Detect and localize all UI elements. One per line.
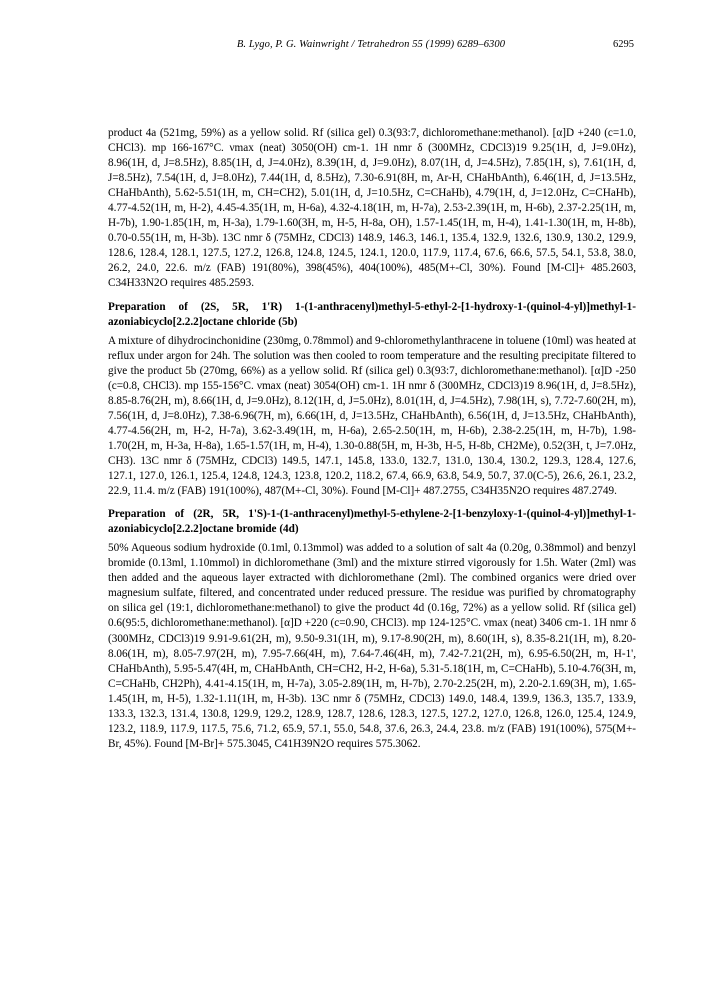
section-heading-5b: Preparation of (2S, 5R, 1'R) 1-(1-anthracenyl)methyl-5-ethyl-2-[1-hydroxy-1-(quinol-4-yl)]methyl-1-azoniabicyclo[2.2.2]octane chloride (5b) [108, 300, 636, 328]
paragraph-procedure-4d: 50% Aqueous sodium hydroxide (0.1ml, 0.13mmol) was added to a solution of salt 4a (0.20g, 0.38mmol) and benzyl bromide (0.13ml, 1.10mmol) in dichloromethane (3ml) and the mixture stirred vigorously for 1.5h. Water (2ml) was then added and the aqueous layer extracted with dichloromethane (2ml). The combined organics were dried over magnesium sulfate, filtered, and concentrated under reduced pressure. The residue was purified by chromatography on silica gel (19:1, dichloromethane:methanol) to give the product 4d (0.16g, 72%) as a yellow solid. Rf (silica gel) 0.6(95:5, dichloromethane:methanol). [α]D +220 (c=0.90, CHCl3). mp 124-125°C. νmax (neat) 3406 cm-1. 1H nmr δ (300MHz, CDCl3)19 9.91-9.61(2H, m), 9.50-9.31(1H, m), 9.17-8.90(2H, m), 8.60(1H, s), 8.35-8.21(1H, m), 8.20-8.06(1H, m), 8.05-7.97(2H, m), 7.95-7.66(4H, m), 7.64-7.46(4H, m), 7.42-7.21(2H, m), 6.95-6.50(2H, m, H-1', CHaHbAnth), 5.95-5.47(4H, m, CHaHbAnth, CH=CH2, H-2, H-6a), 5.31-5.18(1H, m, C=CHaHb), 5.10-4.76(3H, m, C=CHaHb, CH2Ph), 4.41-4.15(1H, m, H-7a), 3.05-2.89(1H, m, H-7b), 2.70-2.25(2H, m), 2.20-2.1.69(3H, m), 1.65-1.45(1H, m, H-5), 1.32-1.11(1H, m, H-3b). 13C nmr δ (75MHz, CDCl3) 149.0, 148.4, 139.9, 136.3, 135.7, 133.9, 133.3, 132.3, 131.4, 130.8, 129.9, 129.2, 128.9, 128.7, 128.6, 128.3, 127.5, 127.2, 127.0, 126.8, 126.0, 125.4, 124.9, 123.2, 118.9, 117.9, 117.5, 75.6, 71.2, 65.9, 57.1, 55.0, 54.8, 37.6, 26.3, 24.4, 23.8. m/z (FAB) 191(100%), 575(M+-Br, 45%). Found [M-Br]+ 575.3045, C41H39N2O requires 575.3062. [108, 542, 636, 750]
section-heading-4d: Preparation of (2R, 5R, 1'S)-1-(1-anthracenyl)methyl-5-ethylene-2-[1-benzyloxy-1-(quinol-4-yl)]methyl-1-azoniabicyclo[2.2.2]octane bromide (4d) [108, 508, 636, 536]
article-body [108, 126, 636, 752]
paragraph-procedure-5b: A mixture of dihydrocinchonidine (230mg, 0.78mmol) and 9-chloromethylanthracene in toluene (10ml) was heated at reflux under argon for 24h. The solution was then cooled to room temperature and the resulting precipitate filtered to give the product 5b (270mg, 66%) as a yellow solid. Rf (silica gel) 0.3(93:7, dichloromethane:methanol). [α]D -250 (c=0.8, CHCl3). mp 155-156°C. νmax (neat) 3054(OH) cm-1. 1H nmr δ (300MHz, CDCl3)19 8.96(1H, d, J=8.5Hz), 8.85-8.76(2H, m), 8.66(1H, d, J=9.0Hz), 8.12(1H, d, J=5.0Hz), 8.01(1H, d, J=4.5Hz), 7.98(1H, s), 7.72-7.60(2H, m), 7.56(1H, d, J=8.0Hz), 7.38-6.96(7H, m), 6.66(1H, d, J=13.5Hz, CHaHbAnth), 6.56(1H, d, J=13.5Hz, CHaHbAnth), 4.77-4.56(2H, m, H-2, H-7a), 3.62-3.49(1H, m, H-6a), 2.65-2.50(1H, m, H-6b), 2.38-2.25(1H, m, H-7b), 1.98-1.70(2H, m, H-3a, H-8a), 1.65-1.57(1H, m, H-4), 1.30-0.88(5H, m, H-3b, H-5, H-8b, CH2Me), 0.52(3H, t, J=7.0Hz, CH3). 13C nmr δ (75MHz, CDCl3) 149.5, 147.1, 145.8, 133.0, 132.7, 131.0, 130.4, 130.2, 129.3, 128.4, 127.6, 127.1, 127.0, 126.1, 125.4, 124.8, 124.3, 123.8, 120.2, 118.2, 67.4, 66.9, 63.8, 54.9, 50.7, 37.0(C-5), 26.6, 26.1, 23.2, 22.9, 11.4. m/z (FAB) 191(100%), 487(M+-Cl, 30%). Found [M-Cl]+ 487.2755, C34H35N2O requires 487.2749. [108, 334, 636, 498]
page-header [108, 39, 634, 57]
paragraph-product-4a: product 4a (521mg, 59%) as a yellow solid. Rf (silica gel) 0.3(93:7, dichloromethane:methanol). [α]D +240 (c=1.0, CHCl3). mp 166-167°C. νmax (neat) 3050(OH) cm-1. 1H nmr δ (300MHz, CDCl3)19 9.25(1H, d, J=9.0Hz), 8.96(1H, d, J=8.5Hz), 8.85(1H, d, J=4.0Hz), 8.39(1H, d, J=9.0Hz), 8.07(1H, d, J=4.5Hz), 7.85(1H, s), 7.61(1H, d, J=8.5Hz), 7.54(1H, d, J=8.0Hz), 7.44(1H, d, 8.5Hz), 7.30-6.91(8H, m, Ar-H, CHaHbAnth), 6.46(1H, d, J=13.5Hz, CHaHbAnth), 5.62-5.51(1H, m, CH=CH2), 5.01(1H, d, J=10.5Hz, C=CHaHb), 4.79(1H, d, J=12.0Hz, C=CHaHb), 4.77-4.52(1H, m, H-2), 4.45-4.35(1H, m, H-6a), 4.32-4.18(1H, m, H-7a), 2.53-2.39(1H, m, H-6b), 2.37-2.25(1H, m, H-7b), 1.90-1.85(1H, m, H-3a), 1.79-1.60(3H, m, H-5, H-8a, OH), 1.57-1.45(1H, m, H-4), 1.41-1.30(1H, m, H-8b), 0.70-0.55(1H, m, H-3b). 13C nmr δ (75MHz, CDCl3) 148.9, 146.3, 146.1, 135.4, 132.9, 132.6, 130.9, 130.2, 129.9, 128.6, 128.4, 128.1, 127.5, 127.2, 126.8, 124.8, 124.5, 124.1, 120.0, 117.9, 117.4, 67.6, 66.6, 57.5, 54.1, 53.8, 38.0, 26.2, 24.0, 22.6. m/z (FAB) 191(80%), 398(45%), 404(100%), 485(M+-Cl, 30%). Found [M-Cl]+ 485.2603, C34H33N2O requires 485.2593. [108, 127, 636, 290]
page-number: 6295 [613, 39, 634, 50]
running-head: B. Lygo, P. G. Wainwright / Tetrahedron 55 (1999) 6289–6300 [236, 39, 506, 50]
